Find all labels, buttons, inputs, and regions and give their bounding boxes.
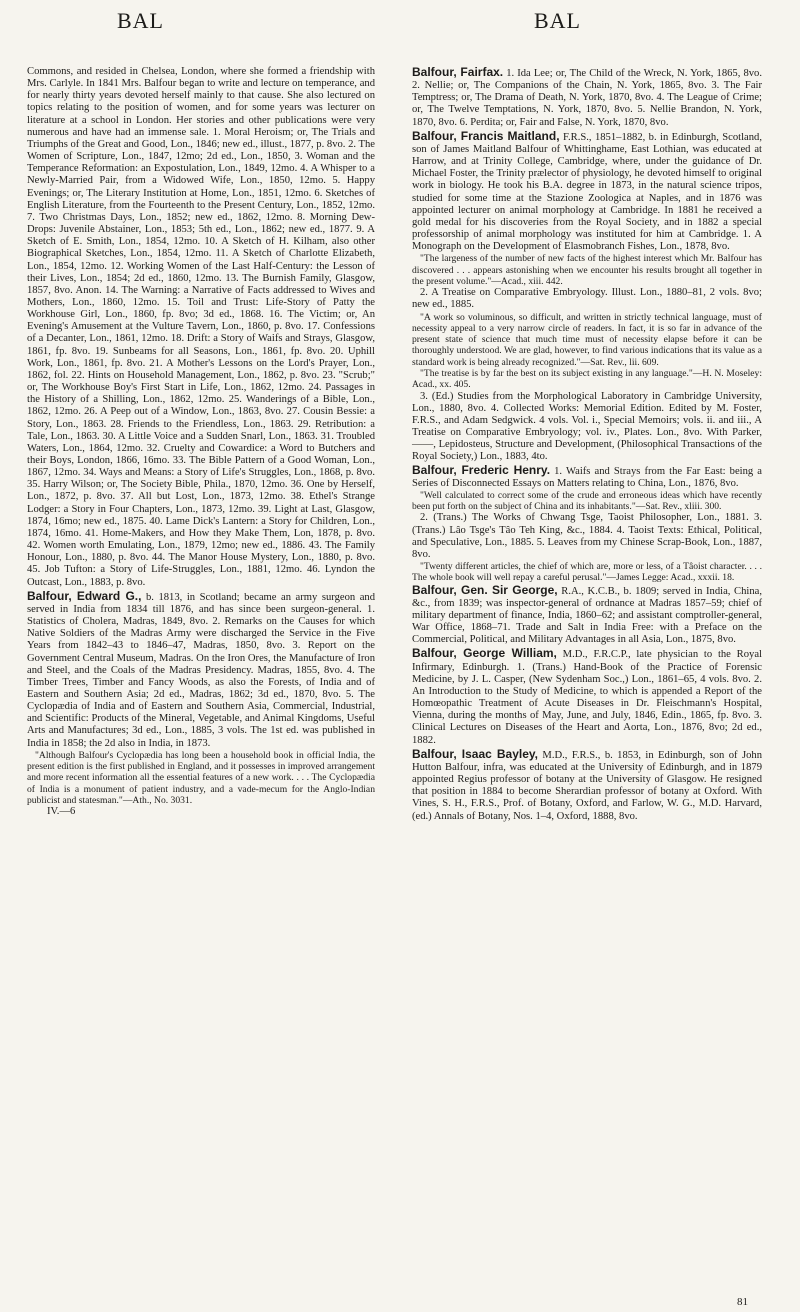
entry-george-william-balfour — [412, 647, 762, 746]
volume-signature: IV.—6 — [47, 806, 76, 818]
entry-frederic-henry-balfour — [412, 464, 762, 490]
entry-fairfax-balfour — [412, 66, 762, 129]
review-quote: "A work so voluminous, so difficult, and written in strictly technical language, must of necessity appeal to a very narrow circle of readers. In fact, it is so far in advance of the present state of science that much time must of necessity elapse before it can be thoroughly understood. We are glad, however, to find various indications that its value as a standard work is being already recognized."—Sat. Rev., lii. 609. — [412, 311, 762, 368]
entry-body: M.D., F.R.S., b. 1853, in Edinburgh, son of John Hutton Balfour, infra, was educated at the University of Edinburgh, and in 1879 appointed Regius professor of botany at the University of Glasgow. He resigned that position in 1884 to become Sherardian professor of botany at Oxford. With Vines, S. H., F.R.S., Prof. of Botany, Oxford, and Farlow, W. G., M.D. Harvard, (ed.) Annals of Botany, Nos. 1–4, Oxford, 1888, 8vo. — [412, 749, 762, 822]
entry-body-continued: 3. (Ed.) Studies from the Morphological Laboratory in Cambridge University, Lon., 1880, 8vo. 4. Collected Works: Memorial Edition. Edited by M. Foster, F.R.S., and Adam Sedgwick. 4 vols. Vol. i., Special Memoirs; vols. ii. and iii., A Treatise on Comparative Embryology; vol. iv., Plates. Lon., 8vo. With Parker, ——, Lepidosteus, Structure and Development, (Philosophical Transactions of the Royal Society,) Lon., 1883, 4to. — [412, 390, 762, 463]
review-quote: "The largeness of the number of new facts of the highest interest which Mr. Balfour has discovered . . . appears astonishing when we encounter his results brought all together in the present volume."—Acad., xiii. 442. — [412, 253, 762, 287]
entry-heading: Balfour, Isaac Bayley, — [412, 746, 539, 761]
running-head-left: BAL — [117, 8, 164, 33]
entry-body-continued: 2. (Trans.) The Works of Chwang Tsge, Taoist Philosopher, Lon., 1881. 3. (Trans.) Lâo Tsge's Tâo Teh King, &c., 1884. 4. Taoist Texts: Ethical, Political, and Speculative, Lon., 1885. 5. Leaves from my Chinese Scrap-Book, Lon., 1887, 8vo. — [412, 512, 762, 560]
entry-body: F.R.S., 1851–1882, b. in Edinburgh, Scotland, son of James Maitland Balfour of Whittinghame, East Lothian, was educated at Harrow, and at Trinity College, Cambridge, where, under the guidance of Dr. Michael Foster, the Trinity prælector of physiology, he devoted himself to original work in biology. He took his B.A. degree in 1873, in the natural science tripos, studied for some time at the Stazione Zoologica at Naples, and in 1876 was appointed lecturer on animal morphology at Cambridge. In 1881 he received a gold medal for his discoveries from the Royal Society, and in 1882 a special professorship of animal morphology was instituted for him at Cambridge. 1. A Monograph on the Development of Elasmobranch Fishes, Lon., 1878, 8vo. — [412, 131, 762, 253]
entry-body: 1. Waifs and Strays from the Far East: being a Series of Disconnected Essays on Matters relating to China, Lon., 1876, 8vo. — [412, 465, 763, 489]
entry-heading: Balfour, George William, — [412, 646, 557, 661]
review-quote: "Although Balfour's Cyclopædia has long been a household book in official India, the present edition is the first published in England, and it possesses in improved arrangement and more recent information all the essential features of a new work. . . . The Cyclopædia of India is a monument of patient industry, and a vade-mecum for the Anglo-Indian publicist and statesman."—Ath., No. 3031. — [27, 749, 375, 806]
entry-francis-maitland-balfour — [412, 130, 762, 254]
review-quote: "The treatise is by far the best on its subject existing in any language."—H. N. Moseley: Acad., xx. 405. — [412, 368, 762, 391]
entry-george-balfour — [412, 584, 762, 647]
entry-heading: Balfour, Frederic Henry. — [412, 462, 551, 477]
right-column — [412, 66, 762, 823]
left-column — [27, 66, 375, 818]
entry-body: b. 1813, in Scotland; became an army surgeon and served in India from 1834 till 1876, and has since been surgeon-general. 1. Statistics of Cholera, Madras, 1849, 8vo. 2. Remarks on the Causes for which Native Soldiers of the Madras Army were discharged the Service in the Five Years from 1842–43 to 1846–47, Madras, 1850, 8vo. 3. Report on the Government Central Museum, Madras. On the Iron Ores, the Manufacture of Iron and Steel, and the Coals of the Madras Presidency. Madras, 1855, 8vo. 4. The Timber Trees, Timber and Fancy Woods, as also the Forests, of India and of Eastern and Southern Asia; 2d ed., Madras, 1862; 3d ed., 1870, 8vo. 5. The Cyclopædia of India and of Eastern and Southern Asia, Commercial, Industrial, and Scientific: Products of the Mineral, Vegetable, and Animal Kingdoms, Useful Arts and Manufactures; 3d ed., Lon., 1885, 3 vols. The 1st ed. was published in India in 1858; the 2d also in India, in 1873. — [27, 591, 375, 749]
entry-heading: Balfour, Gen. Sir George, — [412, 582, 558, 597]
entry-continuation-clara-balfour: Commons, and resided in Chelsea, London, where she formed a friendship with Mrs. Carlyle. In 1841 Mrs. Balfour began to write and lecture on temperance, and for nearly thirty years devoted herself mainly to that cause. She also lectured on topics relating to the position of women, and for some years was lecturer on literature at a school in London. Her stories and other publications were very numerous and have had an immense sale. 1. Moral Heroism; or, The Trials and Triumphs of the Great and Good, Lon., 1846; new ed., illust., 1877, p. 8vo. 2. The Women of Scripture, Lon., 1847, 12mo; 2d ed., Lon., 1850, 3. Woman and the Temperance Reformation: an Expostulation, Lon., 1849, 12mo. 4. A Whisper to a Newly-Married Pair, from a Widowed Wife, Lon., 1850, 12mo. 5. Happy Evenings; or, The Literary Institution at Home, Lon., 1851, 12mo. 6. Sketches of English Literature, from the Fourteenth to the Present Century, Lon., 1852, 12mo. 7. Two Christmas Days, Lon., 1852; new ed., 1862, 12mo. 8. Morning Dew-Drops: Juvenile Abstainer, Lon., 1853; 5th ed., Lon., 1862; new ed., 1877. 9. A Sketch of E. Smith, Lon., 1854, 12mo. 10. A Sketch of H. Kilham, also other Biographical Sketches, Lon., 1854, 12mo. 11. A Sketch of Charlotte Elizabeth, Lon., 1854, 12mo. 12. Working Women of the Last Half-Century: the Lesson of their Lives, Lon., 1854; 2d ed., 1860, 12mo. 13. The Burnish Family, Glasgow, 1857, 8vo. Anon. 14. The Warning: a Narrative of Facts addressed to Wives and Mothers, Lon., 1860, 12mo. 15. Toil and Trust: Life-Story of Patty the Workhouse Girl, Lon., 1860, fp. 8vo; 3d ed., 1868. 16. The Victim; or, An Evening's Amusement at the Vulture Tavern, Lon., 1860, p. 8vo. 17. Confessions of a Decanter, Lon., 1861, 12mo. 18. Drift: a Story of Waifs and Strays, Glasgow, 1861, fp. 8vo. 19. Sunbeams for all Seasons, Lon., 1861, fp. 8vo. 20. Uphill Work, Lon., 1861, fp. 8vo. 21. A Mother's Lessons on the Lord's Prayer, Lon., 1862, fol. 22. Hints on Household Management, Lon., 1862, p. 8vo. 23. "Scrub;" or, The Workhouse Boy's First Start in Life, Lon., 1862, 12mo. 24. Passages in the History of a Shilling, Lon., 1862, 12mo. 25. Wanderings of a Bible, Lon., 1862, 12mo. 26. A Peep out of a Window, Lon., 1863, 8vo. 27. Cousin Bessie: a Story, Lon., 1863. 28. Friends to the Friendless, Lon., 1863. 29. Retribution: a Tale, Lon., 1863. 30. A Little Voice and a Sudden Snarl, Lon., 1863. 31. Troubled Waters, Lon., 1864, 12mo. 32. Cruelty and Cowardice: a Word to Butchers and their Boys, London, 1866, 16mo. 33. The Bible Pattern of a Good Woman, Lon., 1867, 12mo. 34. Ways and Means: a Story of Life's Struggles, Lon., 1868, p. 8vo. 35. Harry Wilson; or, The Society Bible, Phila., 1870, 12mo. 36. One by Herself, Lon., 1872, p. 8vo. 37. All but Lost, Lon., 1873, 12mo. 38. Ethel's Strange Lodger: a Story in Four Chapters, Lon., 1873, 12mo. 39. Light at Last, Glasgow, 1874, 16mo; new ed., 1875. 40. Lame Dick's Lantern: a Story for Children, Lon., 1874, 16mo. 41. Home-Makers, and How they Make Them, Lon, 1878, p. 8vo. 42. Women worth Emulating, Lon., 1879, 12mo; new ed., 1886. 43. The Family Honour, Lon., 1880, p. 8vo. 44. The Manor House Mystery, Lon., 1880, p. 8vo. 45. Job Tufton: a Story of Life-Struggles, Lon., 1881, 12mo. 46. Lyndon the Outcast, Lon., 1883, p. 8vo. — [27, 66, 375, 588]
running-head-right: BAL — [534, 8, 581, 33]
entry-body-continued: 2. A Treatise on Comparative Embryology. Illust. Lon., 1880–81, 2 vols. 8vo; new ed., 1885. — [412, 287, 762, 311]
page-number: 81 — [737, 1296, 748, 1308]
entry-body: R.A., K.C.B., b. 1809; served in India, China, &c., from 1839; was inspector-general of ordnance at Madras 1857–59; chief of military department of finance, India, 1860–62; and assistant comptroller-general, War Office, 1868–71. Trade and Salt in India Free: with a Preface on the Commercial, Political, and Military Advantages in all Asia, Lon., 1875, 8vo. — [412, 585, 763, 646]
review-quote: "Twenty different articles, the chief of which are, more or less, of a Tâoist character. . . . The whole book will well repay a careful perusal."—James Legge: Acad., xxxii. 18. — [412, 561, 762, 584]
entry-heading: Balfour, Fairfax. — [412, 65, 504, 79]
entry-heading: Balfour, Edward G., — [27, 588, 142, 603]
entry-body: M.D., F.R.C.P., late physician to the Royal Infirmary, Edinburgh. 1. (Trans.) Hand-Book of the Practice of Forensic Medicine, by J. L. Casper, (New Sydenham Soc.,) Lon., 1861–65, 4 vols. 8vo. 2. An Introduction to the Study of Medicine, to which is appended a Report of the Homœopathic Treatment of Acute Diseases in Dr. Fleischmann's Hospital, Vienna, during the months of May, June, and July, 1846, Edin., 1865, fp. 8vo. 3. Clinical Lectures on Diseases of the Heart and Aorta, Lon., 1876, 8vo; 2d ed., 1882. — [412, 649, 762, 746]
entry-body: 1. Ida Lee; or, The Child of the Wreck, N. York, 1865, 8vo. 2. Nellie; or, The Companions of the Chain, N. York, 1865, 8vo. 3. The Fair Temptress; or, The Drama of Death, N. York, 1870, 8vo. 4. The League of Crime; or, The Twelve Temptations, N. York, 1870, 8vo. 5. Nellie Brandon, N. York, 1870, 8vo. 6. Perdita; or, Fair and False, N. York, 1870, 8vo. — [412, 68, 762, 128]
review-quote: "Well calculated to correct some of the crude and erroneous ideas which have recently been put forth on the subject of China and its inhabitants."—Sat. Rev., xliii. 300. — [412, 489, 762, 513]
entry-edward-balfour — [27, 590, 375, 750]
entry-isaac-bayley-balfour — [412, 748, 762, 823]
entry-heading: Balfour, Francis Maitland, — [412, 128, 560, 143]
